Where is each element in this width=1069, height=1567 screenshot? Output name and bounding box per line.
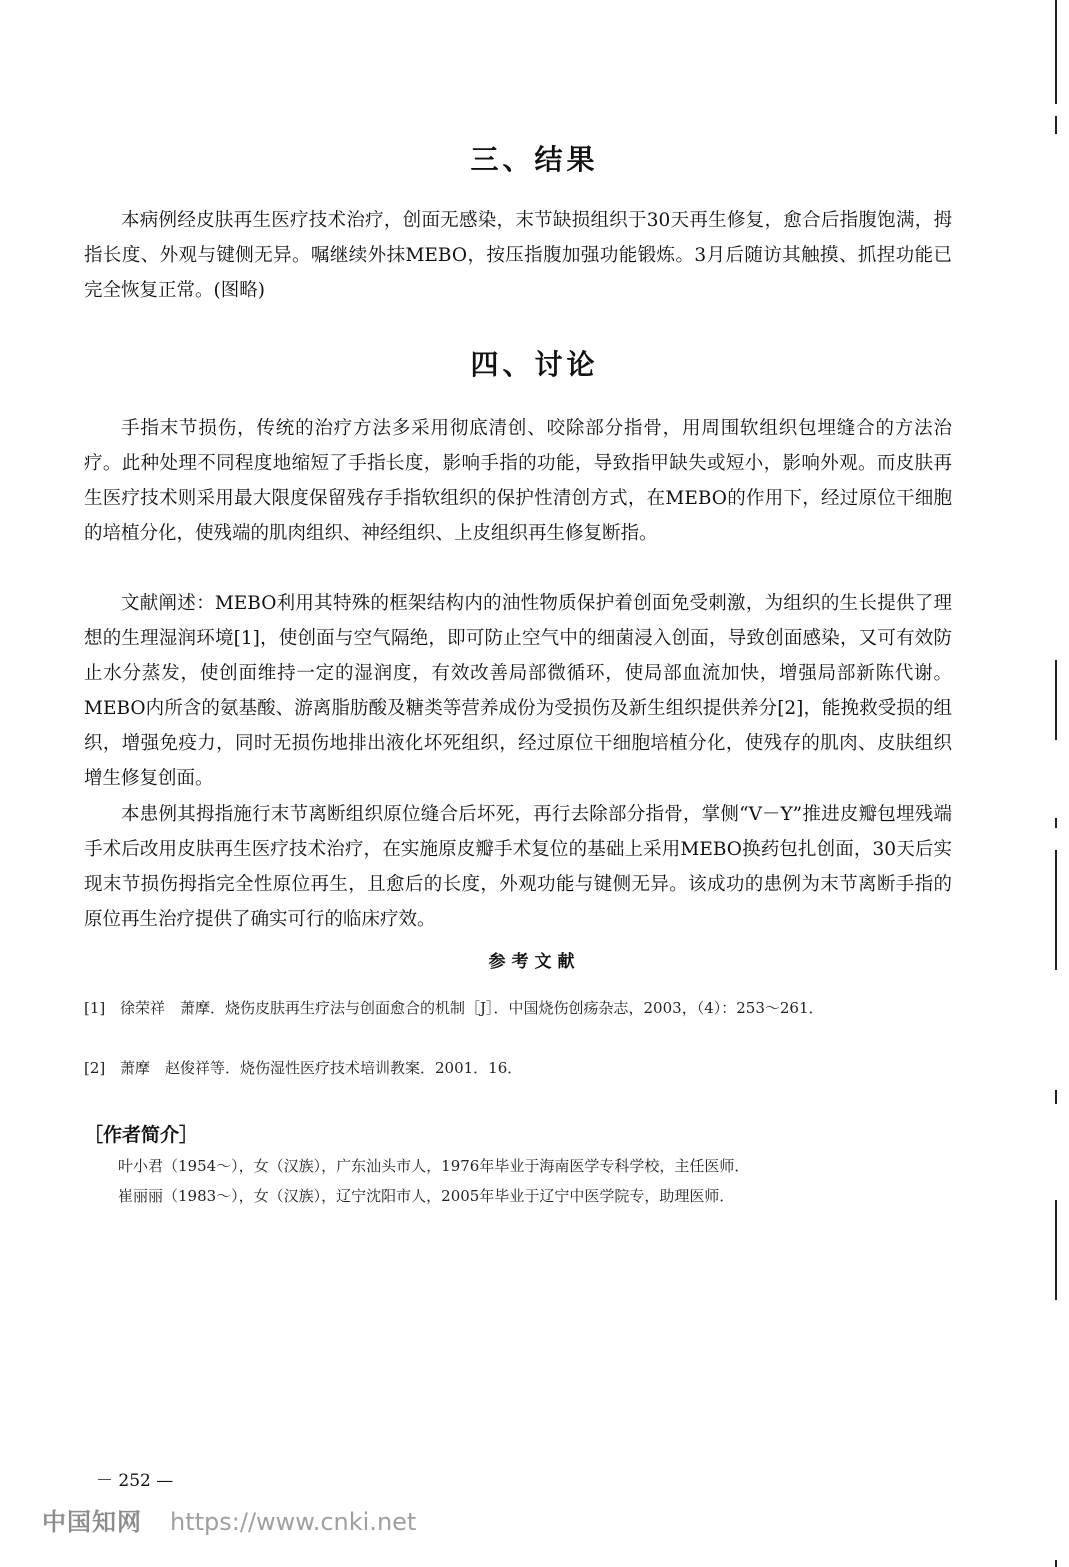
scan-margin-line xyxy=(1055,1560,1057,1567)
results-paragraph: 本病例经皮肤再生医疗技术治疗，创面无感染，末节缺损组织于30天再生修复，愈合后指腹饱满，拇指长度、外观与键侧无异。嘱继续外抹MEBO，按压指腹加强功能锻炼。3月后随访其触摸、抓捏功能已完全恢复正常。(图略) xyxy=(84,210,952,301)
scan-margin-line xyxy=(1055,660,1057,740)
reference-text: 徐荣祥 萧摩．烧伤皮肤再生疗法与创面愈合的机制［J］．中国烧伤创疡杂志，2003，（4）：253～261． xyxy=(120,999,824,1017)
scan-margin-line xyxy=(1055,1200,1057,1300)
reference-item xyxy=(84,1054,952,1082)
cnki-watermark xyxy=(42,1502,416,1537)
scan-margin-line xyxy=(1055,0,1057,104)
scan-margin-line xyxy=(1055,116,1057,134)
scan-margin-line xyxy=(1055,1090,1057,1104)
reference-item xyxy=(84,994,952,1022)
discussion-paragraph: 本患例其拇指施行末节离断组织原位缝合后坏死，再行去除部分指骨，掌侧“V－Y”推进皮瓣包埋残端手术后改用皮肤再生医疗技术治疗，在实施原皮瓣手术复位的基础上采用MEBO换药包扎创面，30天后实现末节损伤拇指完全性原位再生，且愈后的长度，外观功能与键侧无异。该成功的患例为末节离断手指的原位再生治疗提供了确实可行的临床疗效。 xyxy=(84,804,952,930)
results-heading: 三、结果 xyxy=(470,143,599,176)
scan-margin-line xyxy=(1055,818,1057,828)
reference-number: [1] xyxy=(84,999,106,1017)
references-heading: 参考文献 xyxy=(488,952,581,972)
discussion-paragraph: 手指末节损伤，传统的治疗方法多采用彻底清创、咬除部分指骨，用周围软组织包埋缝合的方法治疗。此种处理不同程度地缩短了手指长度，影响手指的功能，导致指甲缺失或短小，影响外观。而皮肤再生医疗技术则采用最大限度保留残存手指软组织的保护性清创方式，在MEBO的作用下，经过原位干细胞的培植分化，使残端的肌肉组织、神经组织、上皮组织再生修复断指。 xyxy=(84,418,952,544)
author-item: 崔丽丽（1983～），女（汉族），辽宁沈阳市人，2005年毕业于辽宁中医学院专，助理医师． xyxy=(118,1187,735,1205)
page-number: － 252 — xyxy=(96,1471,174,1491)
discussion-paragraph: 文献阐述：MEBO利用其特殊的框架结构内的油性物质保护着创面免受刺激，为组织的生长提供了理想的生理湿润环境[1]，使创面与空气隔绝，即可防止空气中的细菌浸入创面，导致创面感染，又可有效防止水分蒸发，使创面维持一定的湿润度，有效改善局部微循环，使局部血流加快，增强局部新陈代谢。MEBO内所含的氨基酸、游离脂肪酸及糖类等营养成份为受损伤及新生组织提供养分[2]，能挽救受损的组织，增强免疫力，同时无损伤地排出液化坏死组织，经过原位干细胞培植分化，使残存的肌肉、皮肤组织增生修复创面。 xyxy=(84,593,952,789)
reference-number: [2] xyxy=(84,1059,106,1077)
reference-text: 萧摩 赵俊祥等．烧伤湿性医疗技术培训教案．2001．16． xyxy=(120,1059,523,1077)
discussion-heading: 四、讨论 xyxy=(470,348,599,381)
cnki-url[interactable]: https://www.cnki.net xyxy=(170,1508,417,1536)
author-item: 叶小君（1954～），女（汉族），广东汕头市人，1976年毕业于海南医学专科学校，主任医师． xyxy=(118,1157,750,1175)
cnki-logo: 中国知网 xyxy=(42,1508,142,1536)
author-heading: ［作者简介］ xyxy=(84,1124,199,1146)
